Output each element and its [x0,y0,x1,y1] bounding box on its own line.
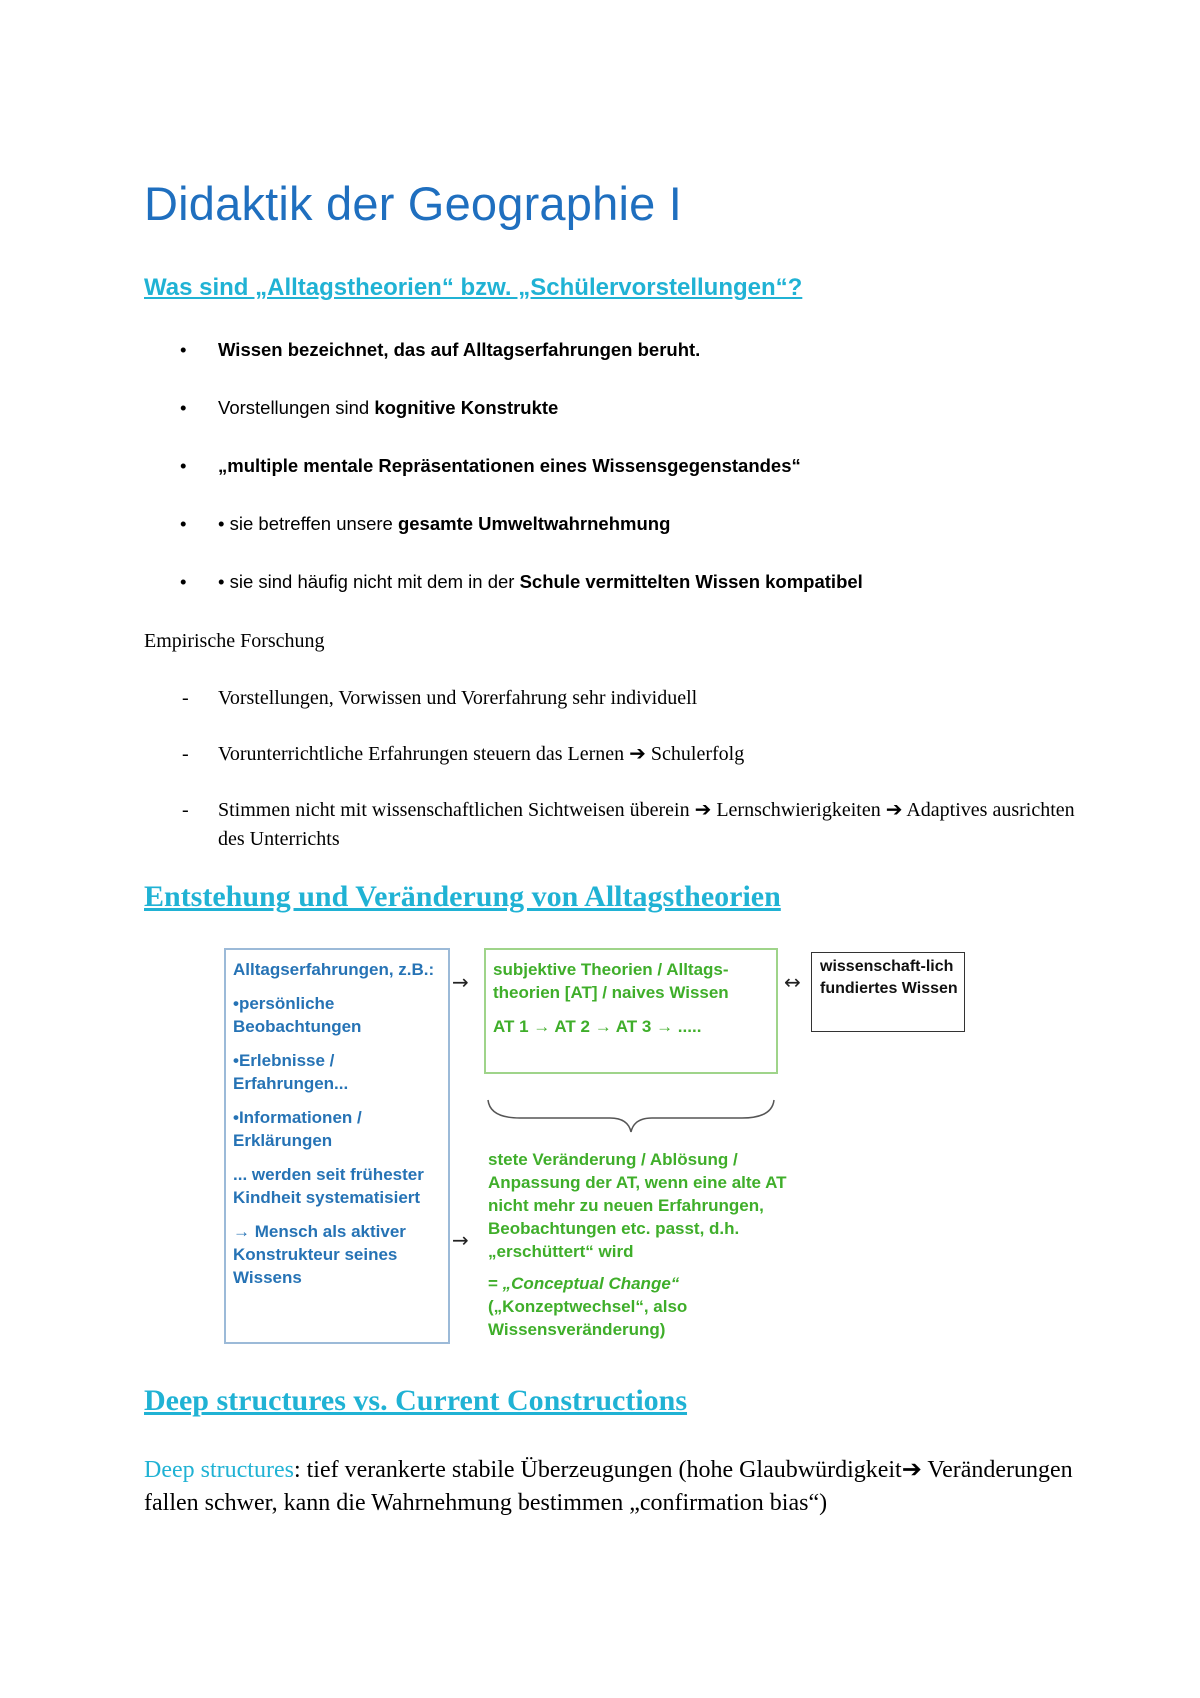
bullet-icon: • [180,513,187,534]
scientific-knowledge-box: wissenschaft-lich fundiertes Wissen [811,952,965,1032]
bullet-list [144,338,1044,628]
list-item: - Stimmen nicht mit wissenschaftlichen Sichtweisen überein ➔ Lernschwierigkeiten ➔ Adaptives ausrichten des Unterrichts [144,796,1084,854]
conceptual-change-term: „Conceptual Change“ [502,1274,680,1293]
empirical-research-label: Empirische Forschung [144,630,325,652]
double-arrow-icon: ↔ [784,970,801,994]
dash-icon: - [182,687,189,709]
list-item: • Vorstellungen sind kognitive Konstrukte [180,397,559,418]
deep-structures-paragraph: Deep structures: tief verankerte stabile Überzeugungen (hohe Glaubwürdigkeit➔ Veränderungen fallen schwer, kann die Wahrnehmung bestimmen „confirmation bias“) [144,1457,1073,1516]
bullet-icon: • [180,571,187,592]
heading-deep-structures: Deep structures vs. Current Constructions [144,1384,688,1417]
page-title: Didaktik der Geographie I [144,177,682,230]
list-item: • „multiple mentale Repräsentationen eines Wissensgegenstandes“ [180,455,801,476]
conceptual-change-text: stete Veränderung / Ablösung / Anpassung der AT, wenn eine alte AT nicht mehr zu neuen Erfahrungen, Beobachtungen etc. passt, d.h. „erschüttert“ wird = „Conceptual Change“ („Konzeptwechsel“, also Wissensveränderung) [488,1150,787,1339]
bullet-icon: • [180,397,187,418]
heading-alltagstheorien: Was sind „Alltagstheorien“ bzw. „Schülervorstellungen“? [144,274,803,301]
dash-icon: - [182,743,189,765]
subjective-theories-box: subjektive Theorien / Alltags-theorien [AT] / naives Wissen AT 1 → AT 2 → AT 3 → ..... [484,948,778,1074]
dash-list [144,684,1084,881]
list-item: • Wissen bezeichnet, das auf Alltagserfahrungen beruht. [180,339,701,360]
arrow-right-icon: → [452,1228,469,1252]
bullet-icon: • [180,339,187,360]
arrow-right-icon: → [452,970,469,994]
list-item: • • sie betreffen unsere gesamte Umweltwahrnehmung [180,513,671,534]
heading-entstehung: Entstehung und Veränderung von Alltagstheorien [144,880,781,913]
dash-icon: - [182,799,189,821]
list-item: - Vorunterrichtliche Erfahrungen steuern das Lernen ➔ Schulerfolg [144,740,1084,769]
list-item: • • sie sind häufig nicht mit dem in der Schule vermittelten Wissen kompatibel [180,571,863,592]
bullet-icon: • [180,455,187,476]
everyday-experiences-box: Alltagserfahrungen, z.B.: •persönliche Beobachtungen •Erlebnisse / Erfahrungen... •Informationen / Erklärungen ... werden seit frühester Kindheit systematisiert → Mensch als aktiver Konstrukteur seines Wissens [224,948,450,1344]
list-item: - Vorstellungen, Vorwissen und Vorerfahrung sehr individuell [144,684,1084,713]
